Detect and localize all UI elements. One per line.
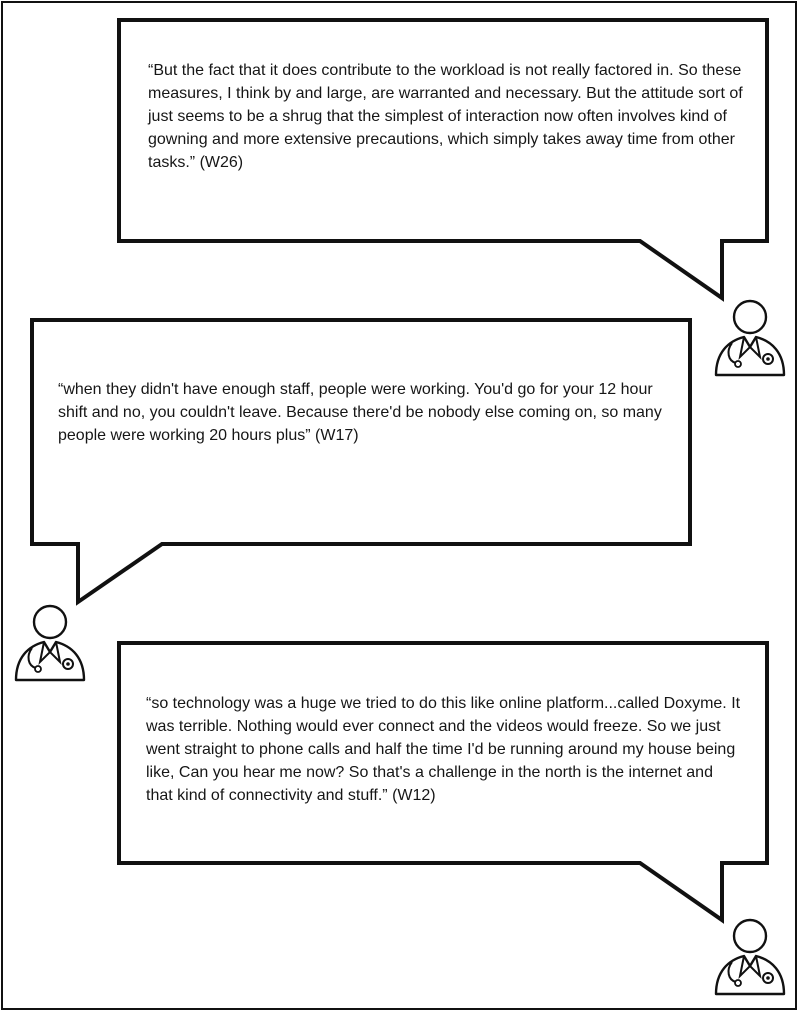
quote-w12: “so technology was a huge we tried to do this like online platform...called Doxyme. It was terrible. Nothing would ever connect and the videos would freeze. So we just went straight to phone calls and half the time I'd be running around my house being like, Can you hear me now? So that's a challenge in the north is the internet and that kind of connectivity and stuff.” (W12) [146, 695, 741, 804]
quote-w26: “But the fact that it does contribute to the workload is not really factored in. So these measures, I think by and large, are warranted and necessary. But the attitude sort of just seems to be a shrug that the simplest of interaction now often involves kind of gowning and more extensive precautions, which simply takes away time from other tasks.” (W26) [148, 62, 743, 171]
doctor-icon [716, 301, 784, 375]
doctor-icon [16, 606, 84, 680]
speech-bubble-2 [32, 320, 690, 602]
quote-w17: “when they didn't have enough staff, people were working. You'd go for your 12 hour shift and no, you couldn't leave. Because there'd be nobody else coming on, so many people were working 20 hours plus” (W17) [58, 381, 662, 444]
doctor-icon [716, 920, 784, 994]
